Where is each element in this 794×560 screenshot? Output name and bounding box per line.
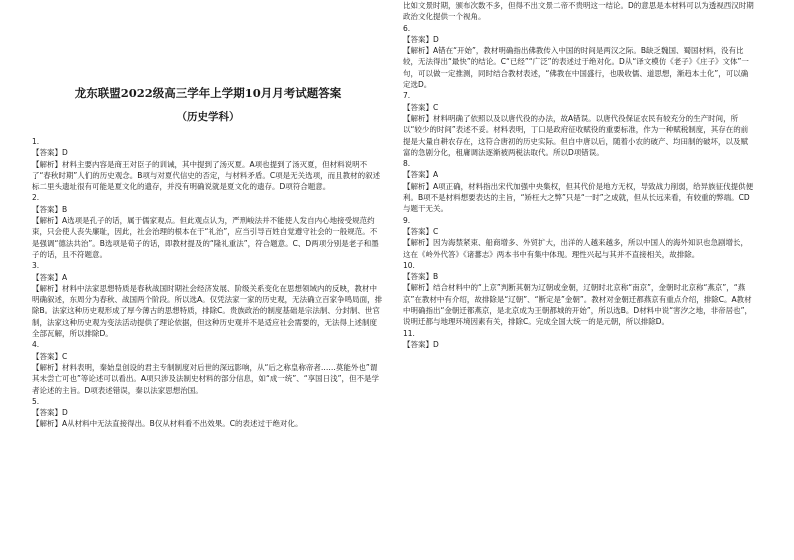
question-10 xyxy=(403,260,755,328)
answer-label: 【答案】 xyxy=(32,272,62,282)
explanation-line xyxy=(32,362,384,396)
explanation-label: 【解析】 xyxy=(32,419,62,429)
left-column xyxy=(32,0,384,560)
answer-value: C xyxy=(433,102,439,112)
question-number: 10. xyxy=(403,260,415,270)
question-number: 9. xyxy=(403,215,411,225)
explanation-label: 【解析】 xyxy=(32,283,62,293)
question-1 xyxy=(32,136,384,192)
answer-label: 【答案】 xyxy=(403,339,433,349)
explanation-line xyxy=(32,418,384,429)
question-number: 1. xyxy=(32,137,40,146)
answer-value: A xyxy=(433,170,439,180)
explanation-line xyxy=(403,45,755,90)
question-9 xyxy=(403,215,755,260)
answer-value: C xyxy=(433,226,439,236)
question-3 xyxy=(32,260,384,339)
question-2 xyxy=(32,192,384,260)
explanation-label: 【解析】 xyxy=(32,362,62,372)
explanation-text: A选项是孔子的话，属于儒家观点。但此观点认为，严刑峻法并不能使人发自内心地接受规范约束，只会使人丧失廉耻，因此，社会治理的根本在于“礼治”，应当引导百姓自觉遵守社会的一般规范。不是强调“德法共治”。B选项是荀子的话，即教材提及的“隆礼重法”，符合题意。C、D两项分别是老子和墨子的话，且不符题意。 xyxy=(32,216,379,259)
explanation-label: 【解析】 xyxy=(32,216,62,226)
explanation-text: 结合材料中的“上京”判断其朝为辽朝或金朝，辽朝时北京称“南京”，金朝时北京称“燕京”，“燕京”在教材中有介绍，故排除是“辽朝”、“断定是”金朝”。教材对金朝迁都燕京有重点介绍，排除C。A教材中明确指出“金朝迁都燕京，是北京成为王朝都城的开始”，所以选B。D材料中说“害汐之地，非帝居也”，说明迁都与地理环境因素有关，排除C。完成全国大统一的是元朝，所以排除D。 xyxy=(403,283,752,327)
answer-label: 【答案】 xyxy=(403,226,433,236)
question-7 xyxy=(403,90,755,158)
question-11 xyxy=(403,328,755,351)
explanation-line xyxy=(403,113,755,158)
explanation-line xyxy=(403,282,755,327)
answer-line xyxy=(32,351,384,362)
answer-line xyxy=(403,102,755,113)
explanation-line xyxy=(403,181,755,215)
question-number: 7. xyxy=(403,91,411,101)
answer-line xyxy=(403,34,755,45)
answer-value: B xyxy=(433,272,439,282)
answer-line xyxy=(403,169,755,180)
answer-line xyxy=(32,204,384,215)
document-title: 龙东联盟2022级高三学年上学期10月月考试题答案 xyxy=(74,86,342,100)
explanation-label: 【解析】 xyxy=(403,181,433,191)
explanation-line xyxy=(32,159,384,193)
answer-label: 【答案】 xyxy=(403,34,433,44)
explanation-label: 【解析】 xyxy=(403,238,433,248)
answer-line xyxy=(403,226,755,237)
explanation-label: 【解析】 xyxy=(403,283,433,293)
explanation-text: 材料表明，秦始皇创设的君主专制制度对后世的深远影响，从“后之称皇称帝者……莫能外也”谓其未尝亡可也”等论述可以看出。A项只涉及法制史材料的部分信息，如“成一统”、“享国日浅”，但不是学者论述的主旨。D项表述错误，秦以法家思想治国。 xyxy=(32,362,380,395)
explanation-label: 【解析】 xyxy=(403,46,433,56)
answer-label: 【答案】 xyxy=(32,204,62,214)
explanation-text: 材料中法家思想特质是春秋战国时期社会经济发展、阶级关系变化在思想领域内的反映，教材中明确叙述，东周分为春秋、战国两个阶段。所以选A。仅凭法家一家的历史观，无法确立百家争鸣局面，排除B。法家这种历史观形成了厚今薄古的思想特质，排除C。贵族政治的制度基础是宗法制、分封制、世官制，法家这种历史观为变法活动提供了理论依据，但这种历史观并不是适应社会需要的，无法得上述制度全部瓦解，所以排除D。 xyxy=(32,283,383,339)
explanation-text: 材料明确了依照以及以唐代役的办法，故A错误。以唐代役保证农民有较充分的生产时间，所以“较少的时间”表述不妥。材料表明，丁口是政府征收赋役的重要标准，作为一种赋税制度，其存在的前提是大量自耕农存在，这符合唐初的历史实际。但自中唐以后，随着小农的破产、均田制的破坏，以及赋富的急剧分化，租庸调法逐渐被两税法取代。所以D项错误。 xyxy=(403,113,749,157)
question-6 xyxy=(403,23,755,91)
answer-line xyxy=(403,339,755,350)
question-number: 2. xyxy=(32,193,40,203)
question-number: 3. xyxy=(32,261,40,271)
explanation-text: A项正确，材料指出宋代加强中央集权，但其代价是地方无权，导致战力削弱，给异族征伐提供便利。B项不是材料想要表达的主旨，“矫枉大之弊”只是“一时”之成就，但从长远来看，有较重的弊端。CD与题干无关。 xyxy=(403,181,754,214)
explanation-line xyxy=(32,215,384,260)
explanation-text: A从材料中无法直接得出。B仅从材料看不出效果。C的表述过于绝对化。 xyxy=(62,419,303,429)
explanation-label: 【解析】 xyxy=(403,113,433,123)
answer-value: A xyxy=(62,272,68,282)
question-number: 11. xyxy=(403,328,415,338)
document-subtitle: （历史学科） xyxy=(176,111,240,123)
question-number: 8. xyxy=(403,159,411,169)
answer-value: D xyxy=(433,339,439,349)
answer-label: 【答案】 xyxy=(403,102,433,112)
answer-line xyxy=(32,147,384,158)
continuation-text: 比如文景时期，颁布次数不多，但得不出文景二帝不贵明这一结论。D的意思是本材料可以为透视西汉时期政治文化提供一个视角。 xyxy=(403,1,754,22)
question-5 xyxy=(32,396,384,430)
explanation-text: A错在“开始”，教材明确指出佛教传入中国的时间是两汉之际。B缺乏魏国、蜀国材料，没有比较，无法得出“最快”的结论。C“已经”“广泛”的表述过于绝对化。D从“译文模仿《老子》《庄子》文体”一句，可以做一定推测，同时结合教材表述，“佛教在中国盛行，也吸收儒、道思想，渐趋本土化”，可以确定选D。 xyxy=(403,46,749,90)
answer-value: D xyxy=(62,148,68,158)
answer-line xyxy=(32,272,384,283)
right-column xyxy=(403,0,755,560)
answer-value: B xyxy=(62,204,68,214)
explanation-label: 【解析】 xyxy=(32,159,62,169)
question-number: 4. xyxy=(32,340,40,350)
answer-label: 【答案】 xyxy=(32,408,62,418)
answer-value: C xyxy=(62,351,68,361)
title-block xyxy=(32,84,384,126)
answer-value: D xyxy=(62,408,68,418)
explanation-text: 因为海禁紧束、船商增多、外贸扩大，出洋的人越来越多，所以中国人的海外知识也急剧增长，这在《岭外代答》《诸蕃志》两本书中有集中体现。理性兴起与其并不直接相关，故排除。 xyxy=(403,238,748,259)
question-4 xyxy=(32,339,384,395)
explanation-text: 材料主要内容是商王对臣子的训诫，其中提到了汤灭夏。A项也提到了汤灭夏，但材料说明不了“春秋时期”人们的历史观念。B项与对夏代信史的否定，与材料矛盾。C项是无关选项，而且教材的叙述标二里头遗址很有可能是夏文化的遗存，并没有明确说就是夏文化的遗存。D项符合题意。 xyxy=(32,159,381,192)
explanation-line xyxy=(403,237,755,260)
answer-label: 【答案】 xyxy=(403,170,433,180)
explanation-line xyxy=(32,283,384,339)
answer-line xyxy=(403,271,755,282)
answer-label: 【答案】 xyxy=(32,351,62,361)
question-number: 6. xyxy=(403,23,411,33)
answer-label: 【答案】 xyxy=(403,272,433,282)
answer-value: D xyxy=(433,34,439,44)
answer-line xyxy=(32,407,384,418)
answer-label: 【答案】 xyxy=(32,148,62,158)
question-number: 5. xyxy=(32,396,40,406)
question-8 xyxy=(403,158,755,214)
